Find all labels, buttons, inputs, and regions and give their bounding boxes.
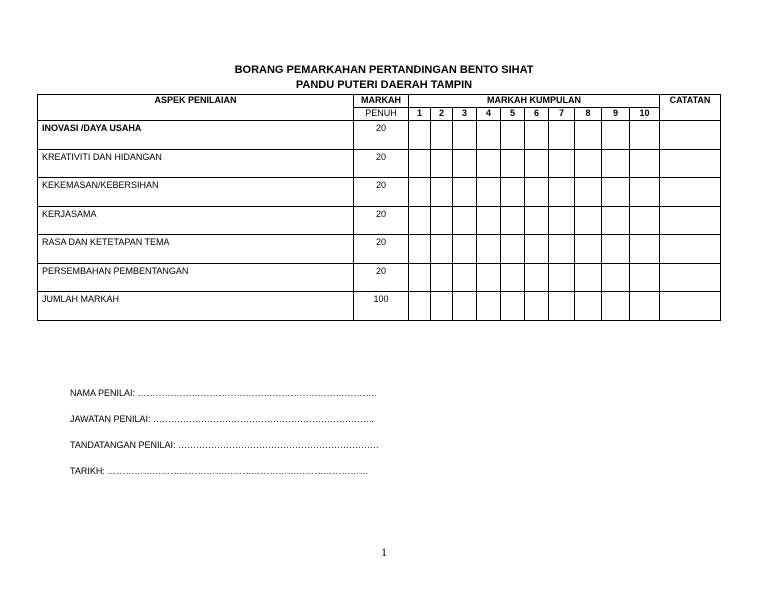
group-score-cell[interactable] bbox=[409, 235, 431, 264]
group-number: 6 bbox=[525, 108, 549, 121]
assessor-name-line: NAMA PENILAI: …………………………………………………………………….. bbox=[70, 388, 377, 398]
group-score-cell[interactable] bbox=[575, 206, 602, 235]
group-score-cell[interactable] bbox=[630, 149, 660, 178]
group-score-cell[interactable] bbox=[409, 121, 431, 150]
aspect-cell: JUMLAH MARKAH bbox=[38, 292, 354, 321]
group-score-cell[interactable] bbox=[501, 121, 525, 150]
group-score-cell[interactable] bbox=[453, 235, 477, 264]
group-score-cell[interactable] bbox=[453, 206, 477, 235]
full-marks-header: MARKAH bbox=[354, 95, 409, 108]
group-score-cell[interactable] bbox=[477, 263, 501, 292]
form-subtitle: PANDU PUTERI DAERAH TAMPIN bbox=[295, 79, 473, 91]
group-number: 8 bbox=[575, 108, 602, 121]
group-score-cell[interactable] bbox=[575, 149, 602, 178]
group-score-cell[interactable] bbox=[431, 292, 453, 321]
table-row bbox=[38, 178, 721, 207]
group-score-cell[interactable] bbox=[549, 292, 575, 321]
group-score-cell[interactable] bbox=[525, 292, 549, 321]
full-marks-cell: 20 bbox=[354, 178, 409, 207]
group-score-cell[interactable] bbox=[431, 149, 453, 178]
group-score-cell[interactable] bbox=[453, 263, 477, 292]
group-score-cell[interactable] bbox=[549, 149, 575, 178]
group-number: 9 bbox=[602, 108, 630, 121]
full-marks-cell: 20 bbox=[354, 235, 409, 264]
group-score-cell[interactable] bbox=[602, 206, 630, 235]
group-score-cell[interactable] bbox=[501, 149, 525, 178]
group-score-cell[interactable] bbox=[602, 149, 630, 178]
group-score-cell[interactable] bbox=[525, 149, 549, 178]
group-score-cell[interactable] bbox=[602, 263, 630, 292]
group-number: 2 bbox=[431, 108, 453, 121]
group-score-cell[interactable] bbox=[477, 206, 501, 235]
group-score-cell[interactable] bbox=[453, 292, 477, 321]
group-score-cell[interactable] bbox=[575, 235, 602, 264]
group-number: 7 bbox=[549, 108, 575, 121]
group-score-cell[interactable] bbox=[602, 235, 630, 264]
notes-cell[interactable] bbox=[660, 206, 721, 235]
group-score-cell[interactable] bbox=[431, 178, 453, 207]
group-score-cell[interactable] bbox=[501, 206, 525, 235]
group-score-cell[interactable] bbox=[575, 178, 602, 207]
aspect-cell: KERJASAMA bbox=[38, 206, 354, 235]
full-marks-header-line2: PENUH bbox=[354, 108, 409, 121]
group-number: 5 bbox=[501, 108, 525, 121]
group-score-cell[interactable] bbox=[409, 263, 431, 292]
group-score-cell[interactable] bbox=[409, 292, 431, 321]
group-score-cell[interactable] bbox=[431, 263, 453, 292]
assessor-signature-line: TANDATANGAN PENILAI: …………………………………………………………. bbox=[70, 440, 379, 450]
table-row bbox=[38, 149, 721, 178]
aspect-cell: PERSEMBAHAN PEMBENTANGAN bbox=[38, 263, 354, 292]
full-marks-cell: 20 bbox=[354, 149, 409, 178]
group-score-cell[interactable] bbox=[630, 206, 660, 235]
notes-cell[interactable] bbox=[660, 292, 721, 321]
group-score-cell[interactable] bbox=[477, 149, 501, 178]
group-score-cell[interactable] bbox=[630, 263, 660, 292]
aspect-cell: KREATIVITI DAN HIDANGAN bbox=[38, 149, 354, 178]
group-score-cell[interactable] bbox=[549, 206, 575, 235]
table-row bbox=[38, 121, 721, 150]
group-score-cell[interactable] bbox=[549, 121, 575, 150]
group-score-cell[interactable] bbox=[575, 121, 602, 150]
group-score-cell[interactable] bbox=[525, 178, 549, 207]
group-score-cell[interactable] bbox=[453, 121, 477, 150]
notes-header: CATATAN bbox=[660, 95, 721, 121]
group-score-cell[interactable] bbox=[549, 235, 575, 264]
group-score-cell[interactable] bbox=[501, 292, 525, 321]
aspect-cell: RASA DAN KETETAPAN TEMA bbox=[38, 235, 354, 264]
group-score-cell[interactable] bbox=[477, 292, 501, 321]
full-marks-cell: 20 bbox=[354, 121, 409, 150]
group-score-cell[interactable] bbox=[431, 206, 453, 235]
group-score-cell[interactable] bbox=[602, 178, 630, 207]
group-score-cell[interactable] bbox=[525, 121, 549, 150]
group-score-cell[interactable] bbox=[549, 178, 575, 207]
table-row bbox=[38, 206, 721, 235]
group-score-cell[interactable] bbox=[501, 178, 525, 207]
group-score-cell[interactable] bbox=[575, 292, 602, 321]
page-number: 1 bbox=[381, 545, 387, 559]
notes-cell[interactable] bbox=[660, 178, 721, 207]
group-score-cell[interactable] bbox=[409, 206, 431, 235]
group-score-cell[interactable] bbox=[501, 235, 525, 264]
group-score-cell[interactable] bbox=[525, 263, 549, 292]
group-score-cell[interactable] bbox=[409, 149, 431, 178]
table-row bbox=[38, 292, 721, 321]
group-score-cell[interactable] bbox=[630, 121, 660, 150]
notes-cell[interactable] bbox=[660, 263, 721, 292]
date-line: TARIKH: …………………………………………………………………………… bbox=[70, 466, 369, 476]
full-marks-cell: 20 bbox=[354, 206, 409, 235]
group-score-cell[interactable] bbox=[477, 235, 501, 264]
group-score-cell[interactable] bbox=[525, 206, 549, 235]
table-row bbox=[38, 263, 721, 292]
group-marks-header: MARKAH KUMPULAN bbox=[409, 95, 660, 108]
group-number: 10 bbox=[630, 108, 660, 121]
group-score-cell[interactable] bbox=[431, 121, 453, 150]
table-row bbox=[38, 235, 721, 264]
group-score-cell[interactable] bbox=[602, 121, 630, 150]
group-score-cell[interactable] bbox=[431, 235, 453, 264]
scoring-table bbox=[37, 94, 721, 321]
aspect-cell: INOVASI /DAYA USAHA bbox=[38, 121, 354, 150]
notes-cell[interactable] bbox=[660, 235, 721, 264]
group-score-cell[interactable] bbox=[409, 178, 431, 207]
assessor-position-line: JAWATAN PENILAI: ……………………………………………………………….. bbox=[70, 414, 375, 424]
group-score-cell[interactable] bbox=[525, 235, 549, 264]
group-score-cell[interactable] bbox=[453, 149, 477, 178]
group-score-cell[interactable] bbox=[630, 235, 660, 264]
notes-cell[interactable] bbox=[660, 121, 721, 150]
group-number: 1 bbox=[409, 108, 431, 121]
group-score-cell[interactable] bbox=[549, 263, 575, 292]
form-title: BORANG PEMARKAHAN PERTANDINGAN BENTO SIHAT bbox=[234, 64, 534, 76]
group-score-cell[interactable] bbox=[477, 121, 501, 150]
group-score-cell[interactable] bbox=[477, 178, 501, 207]
group-score-cell[interactable] bbox=[602, 292, 630, 321]
full-marks-cell: 100 bbox=[354, 292, 409, 321]
group-score-cell[interactable] bbox=[575, 263, 602, 292]
aspect-cell: KEKEMASAN/KEBERSIHAN bbox=[38, 178, 354, 207]
full-marks-cell: 20 bbox=[354, 263, 409, 292]
group-score-cell[interactable] bbox=[630, 292, 660, 321]
group-number: 3 bbox=[453, 108, 477, 121]
group-number: 4 bbox=[477, 108, 501, 121]
group-score-cell[interactable] bbox=[453, 178, 477, 207]
group-score-cell[interactable] bbox=[501, 263, 525, 292]
notes-cell[interactable] bbox=[660, 149, 721, 178]
aspect-header: ASPEK PENILAIAN bbox=[38, 95, 354, 121]
group-score-cell[interactable] bbox=[630, 178, 660, 207]
